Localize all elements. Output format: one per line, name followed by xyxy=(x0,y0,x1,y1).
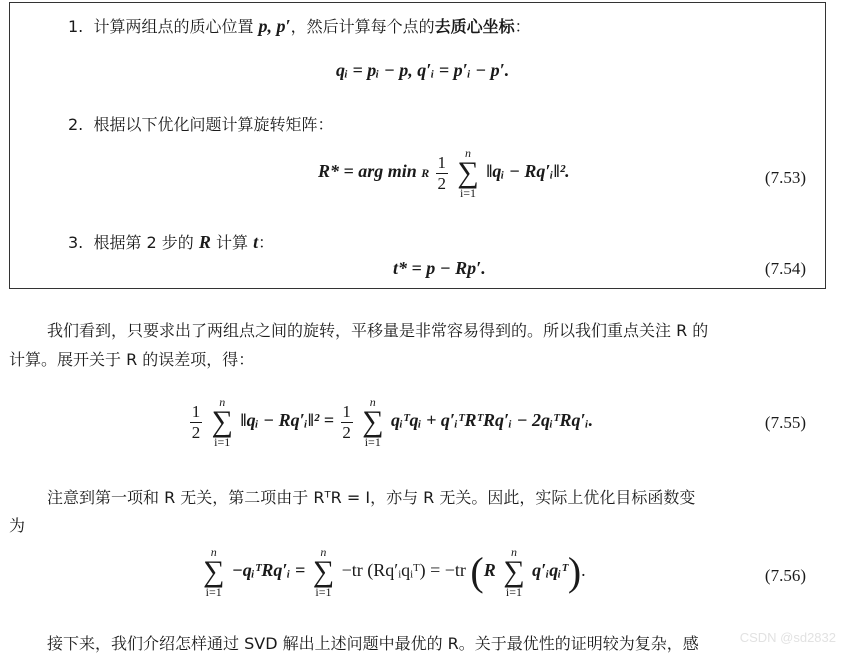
eq-7-53-rhs: ‖qᵢ − Rq′ᵢ‖². xyxy=(486,161,570,182)
frac-den: 2 xyxy=(437,173,447,193)
paragraph-1-line-1: 我们看到，只要求出了两组点之间的旋转，平移量是非常容易得到的。所以我们重点关注 R 的 xyxy=(47,321,709,340)
equation-7-55 xyxy=(188,396,593,448)
frac-den-right: 2 xyxy=(342,422,351,442)
sum-top-b: n xyxy=(320,545,327,559)
sum-symbol-a: n ∑ i=1 xyxy=(203,545,225,599)
paren-left: ( xyxy=(470,549,484,594)
equation-7-56 xyxy=(200,546,586,598)
eq-7-56-period: . xyxy=(581,560,586,581)
paragraph-3-line-1: 接下来，我们介绍怎样通过 SVD 解出上述问题中最优的 R。关于最优性的证明较为复杂，感 xyxy=(47,634,699,653)
half-fraction-left xyxy=(190,403,202,442)
eq-7-56-part-3-q: q′ᵢqᵢᵀ xyxy=(532,560,568,581)
sum-bottom-c: i=1 xyxy=(505,585,523,599)
step-3-colon: ： xyxy=(258,233,275,252)
eq-7-53-lhs: R* = arg min xyxy=(318,161,417,182)
half-fraction-right xyxy=(341,403,353,442)
half-fraction xyxy=(436,154,448,193)
equation-number-7-56: (7.56) xyxy=(764,566,806,585)
sum-bottom-right: i=1 xyxy=(364,435,381,449)
frac-num-right: 1 xyxy=(342,401,351,421)
equation-centroid: qᵢ = pᵢ − p, q′ᵢ = p′ᵢ − p′. xyxy=(336,60,510,80)
argmin-sub-r: R xyxy=(421,166,430,180)
step-2-text: 根据以下优化问题计算旋转矩阵： xyxy=(93,115,334,134)
argmin-subscript xyxy=(421,167,429,179)
paragraph-2-line-2: 为 xyxy=(9,516,26,535)
sum-symbol: n ∑ i=1 xyxy=(457,146,479,200)
frac-num-left: 1 xyxy=(191,401,201,421)
step-1-bold-term: 去质心坐标 xyxy=(434,17,515,36)
sum-bottom-b: i=1 xyxy=(315,585,332,599)
frac-den-left: 2 xyxy=(191,422,201,442)
step-3-var-t: t xyxy=(253,232,259,252)
paren-right: ) xyxy=(567,549,582,594)
sum-top-left: n xyxy=(219,395,226,409)
sum-bottom: i=1 xyxy=(459,186,477,200)
step-2 xyxy=(68,112,333,135)
sum-bottom-a: i=1 xyxy=(205,585,222,599)
step-1 xyxy=(68,14,531,37)
step-3 xyxy=(68,230,274,253)
step-2-number: 2. xyxy=(68,115,84,134)
step-1-text-b: ，然后计算每个点的 xyxy=(290,17,435,36)
sum-top-c: n xyxy=(510,545,517,559)
equation-number-7-55: (7.55) xyxy=(764,413,806,432)
sum-symbol-b: n ∑ i=1 xyxy=(312,545,335,599)
frac-num: 1 xyxy=(437,152,447,172)
step-3-text: 根据第 2 步的 xyxy=(93,233,199,252)
sum-symbol-right: n ∑ i=1 xyxy=(362,395,384,449)
sum-top-a: n xyxy=(210,545,217,559)
step-3-text-b: 计算 xyxy=(210,233,254,252)
sum-top-right: n xyxy=(369,395,376,409)
step-1-text: 计算两组点的质心位置 xyxy=(93,17,259,36)
step-1-number: 1. xyxy=(68,17,84,36)
paragraph-1-line-2: 计算。展开关于 R 的误差项，得： xyxy=(9,350,255,369)
sum-symbol-c: n ∑ i=1 xyxy=(503,545,525,599)
eq-7-55-rhs: qᵢᵀqᵢ + q′ᵢᵀRᵀRq′ᵢ − 2qᵢᵀRq′ᵢ. xyxy=(390,410,594,431)
equation-number-7-54: (7.54) xyxy=(764,259,806,278)
watermark: CSDN @sd2832 xyxy=(739,630,836,645)
sum-top: n xyxy=(464,146,471,160)
eq-7-56-part-1: −qᵢᵀRq′ᵢ = xyxy=(231,560,306,581)
step-1-vars: p, p′ xyxy=(258,16,291,36)
equation-number-7-53: (7.53) xyxy=(764,168,806,187)
paragraph-2-line-1: 注意到第一项和 R 无关，第二项由于 RᵀR = I，亦与 R 无关。因此，实际上优化目标函数变 xyxy=(47,488,696,507)
sum-bottom-left: i=1 xyxy=(214,435,231,449)
step-1-colon: ： xyxy=(514,17,531,36)
eq-7-55-lhs: ‖qᵢ − Rq′ᵢ‖² = xyxy=(240,410,335,431)
step-3-number: 3. xyxy=(68,233,84,252)
sum-symbol-left: n ∑ i=1 xyxy=(211,395,233,449)
equation-7-54: t* = p − Rp′. xyxy=(393,258,486,278)
eq-7-56-part-3-r: R xyxy=(483,560,496,581)
step-3-var-r: R xyxy=(198,232,211,252)
equation-7-53 xyxy=(318,147,570,199)
eq-7-56-part-2: −tr (Rq′ᵢqᵢᵀ) = −tr xyxy=(341,560,466,581)
